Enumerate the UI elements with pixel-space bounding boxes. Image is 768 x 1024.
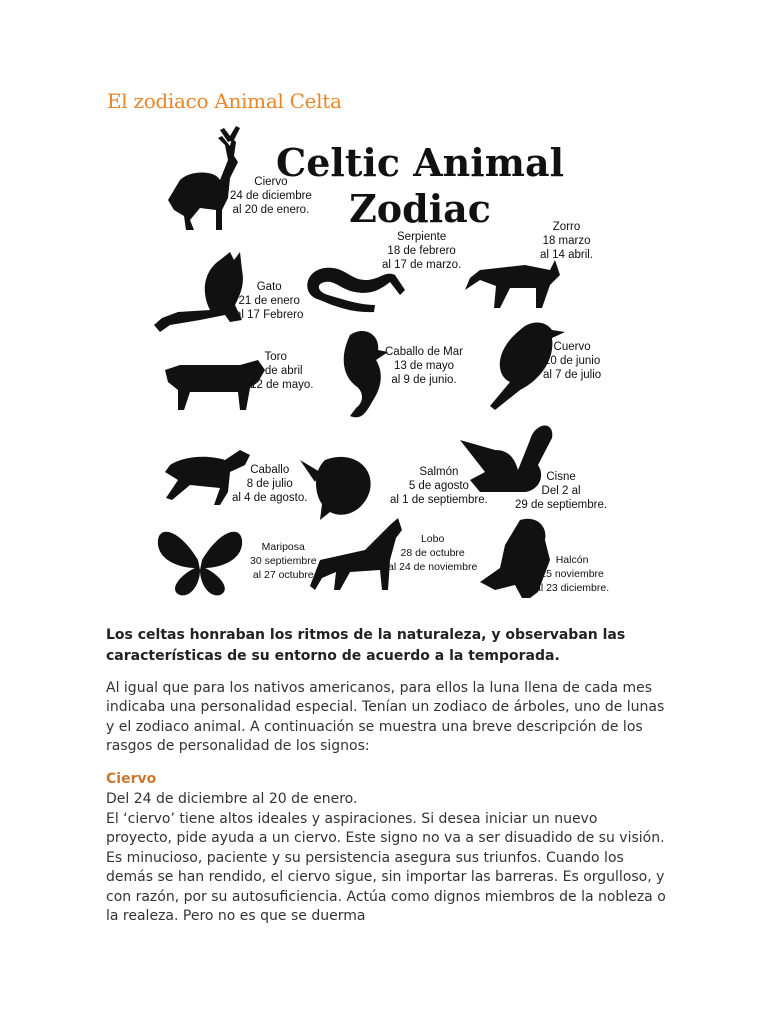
sign-name: Caballo bbox=[250, 464, 290, 476]
sign-date-end: al 27 octubre bbox=[252, 569, 314, 581]
sign-date-end: 29 de septiembre. bbox=[515, 499, 608, 511]
figure-heading-line1: Celtic Animal bbox=[275, 140, 565, 185]
page-title: El zodiaco Animal Celta bbox=[107, 89, 342, 113]
sign-date-end: al 20 de enero. bbox=[232, 204, 310, 216]
sign-date-end: al 7 de julio bbox=[543, 369, 602, 381]
sign-zorro bbox=[540, 220, 593, 262]
sign-name: Toro bbox=[264, 351, 287, 363]
intro-text: Los celtas honraban los ritmos de la naturaleza, y observaban las características de su entorno de acuerdo a la temporada. bbox=[106, 627, 626, 664]
section-date: Del 24 de diciembre al 20 de enero. bbox=[106, 791, 358, 807]
sign-toro bbox=[238, 350, 313, 392]
sign-name: Caballo de Mar bbox=[385, 346, 463, 358]
sign-serpiente bbox=[382, 230, 461, 272]
sign-date-start: 30 septiembre bbox=[250, 555, 317, 567]
sign-date-end: al 9 de junio. bbox=[391, 374, 457, 386]
sign-name: Salmón bbox=[419, 466, 459, 478]
sign-date-start: 18 de febrero bbox=[387, 245, 456, 257]
sign-name: Halcón bbox=[555, 554, 589, 566]
sign-name: Zorro bbox=[552, 221, 581, 233]
sign-gato bbox=[235, 280, 303, 322]
sign-date-start: 13 de mayo bbox=[393, 360, 455, 372]
seahorse-icon bbox=[344, 331, 388, 417]
sign-name: Gato bbox=[256, 281, 282, 293]
sign-name: Cisne bbox=[546, 471, 576, 483]
description-paragraph: Al igual que para los nativos americanos, para ellos la luna llena de cada mes indicaba una personalidad especial. Tenían un zodiaco de árboles, uno de lunas y el zodiaco animal. A continuación se muestra una breve descripción de los rasgos de personalidad de los signos: bbox=[106, 680, 665, 755]
sign-date-end: al 17 Febrero bbox=[235, 309, 304, 321]
sign-name: Cuervo bbox=[553, 341, 591, 353]
sign-salmon bbox=[390, 465, 488, 507]
sign-date-start: 15 de abril bbox=[248, 365, 303, 377]
sign-halcon bbox=[535, 553, 609, 595]
cat-icon bbox=[154, 252, 243, 332]
fox-icon bbox=[465, 260, 560, 308]
sign-date-end: al 12 de mayo. bbox=[238, 379, 314, 391]
sign-date-end: al 1 de septiembre. bbox=[390, 494, 488, 506]
sign-cisne bbox=[515, 470, 607, 512]
sign-ciervo bbox=[230, 175, 312, 217]
sign-date-end: al 23 diciembre. bbox=[535, 582, 610, 594]
sign-date-start: 8 de julio bbox=[246, 478, 293, 490]
sign-name: Lobo bbox=[420, 533, 445, 545]
sign-date-end: al 4 de agosto. bbox=[232, 492, 308, 504]
sign-name: Mariposa bbox=[261, 541, 305, 553]
section-title: Ciervo bbox=[106, 771, 157, 787]
sign-caballo-de-mar bbox=[385, 345, 463, 387]
sign-caballo bbox=[232, 463, 307, 505]
sign-name: Serpiente bbox=[397, 231, 447, 243]
sign-name: Ciervo bbox=[254, 176, 288, 188]
sign-date-end: al 14 abril. bbox=[540, 249, 594, 261]
sign-date-start: 21 de enero bbox=[238, 295, 300, 307]
sign-date-start: 25 noviembre bbox=[540, 568, 604, 580]
sign-date-start: Del 2 al bbox=[541, 485, 581, 497]
figure-heading-line2: Zodiac bbox=[349, 186, 491, 231]
sign-date-start: 24 de diciembre bbox=[230, 190, 312, 202]
sign-date-start: 5 de agosto bbox=[408, 480, 469, 492]
salmon-icon bbox=[300, 457, 371, 520]
section-body: El ‘ciervo’ tiene altos ideales y aspiraciones. Si desea iniciar un nuevo proyecto, pide ayuda a un ciervo. Este signo no va a ser disuadido de su visión. Es minucioso, paciente y su persistencia asegura sus triunfos. Cuando los demás se han rendido, el ciervo sigue, sin importar las barreras. Es orgulloso, y con razón, por su autosuficiencia. Actúa como dignos miembros de la nobleza o la realeza. Pero no es que se duerma bbox=[106, 811, 666, 925]
sign-date-end: al 17 de marzo. bbox=[382, 259, 462, 271]
sign-date-start: 18 marzo bbox=[542, 235, 591, 247]
sign-lobo bbox=[388, 532, 477, 574]
snake-icon bbox=[307, 268, 405, 312]
zodiac-figure bbox=[150, 120, 620, 610]
sign-cuervo bbox=[543, 340, 601, 382]
sign-date-start: 10 de junio bbox=[543, 355, 601, 367]
sign-date-start: 28 de octubre bbox=[400, 547, 465, 559]
sign-date-end: al 24 de noviembre bbox=[388, 561, 478, 573]
sign-mariposa bbox=[250, 540, 317, 582]
butterfly-icon bbox=[158, 532, 242, 596]
